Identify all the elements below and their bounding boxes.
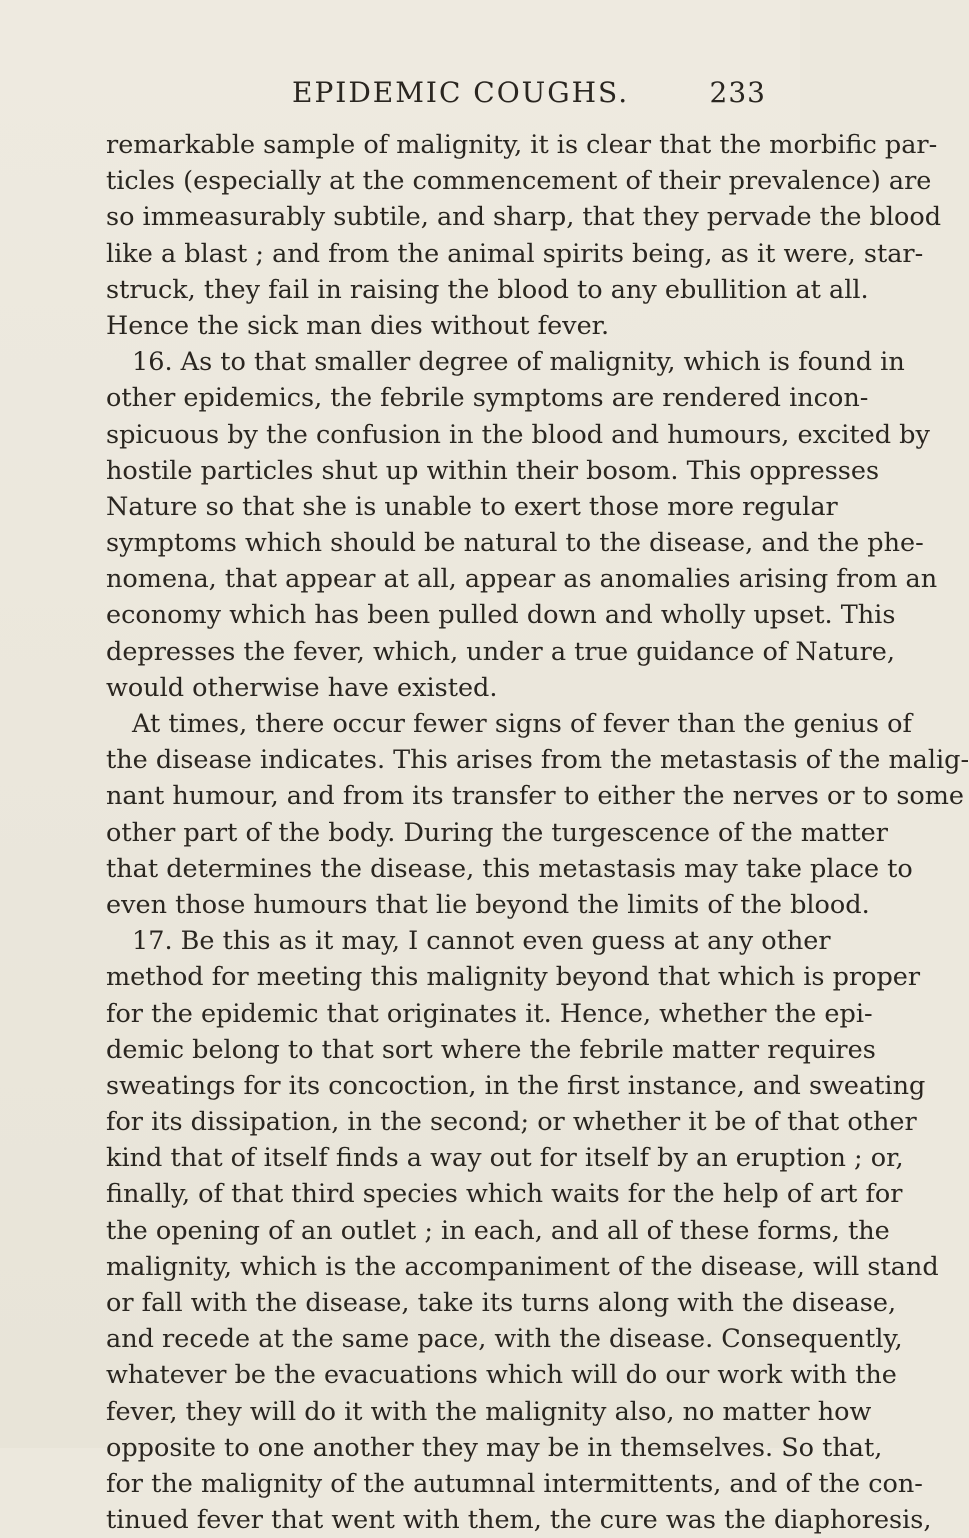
text-line: whatever be the evacuations which will do our work with the: [106, 1360, 897, 1391]
text-line: Hence the sick man dies without fever.: [106, 310, 610, 341]
text-line: other part of the body. During the turgescence of the matter: [106, 817, 888, 848]
text-line: symptoms which should be natural to the disease, and the phe-: [106, 528, 924, 559]
text-line: so immeasurably subtile, and sharp, that they pervade the blood: [106, 202, 942, 233]
text-line: fever, they will do it with the malignity also, no matter how: [106, 1396, 872, 1427]
text-line: sweatings for its concoction, in the first instance, and sweating: [106, 1070, 926, 1101]
text-line: opposite to one another they may be in themselves. So that,: [106, 1432, 883, 1463]
text-line: malignity, which is the accompaniment of the disease, will stand: [106, 1251, 939, 1282]
text-line: even those humours that lie beyond the limits of the blood.: [106, 889, 870, 920]
page-header: [106, 76, 766, 116]
text-line: for the epidemic that originates it. Hence, whether the epi-: [106, 998, 873, 1029]
text-line: that determines the disease, this metastasis may take place to: [106, 853, 913, 884]
text-line: 16. As to that smaller degree of malignity, which is found in: [132, 347, 905, 378]
text-line: Nature so that she is unable to exert those more regular: [106, 491, 838, 522]
running-head: EPIDEMIC COUGHS.: [292, 76, 630, 109]
text-line: tinued fever that went with them, the cure was the diaphoresis,: [106, 1505, 932, 1536]
text-line: would otherwise have existed.: [106, 672, 498, 703]
page-number: 233: [709, 76, 766, 109]
text-line: the disease indicates. This arises from the metastasis of the malig-: [106, 745, 969, 776]
text-line: method for meeting this malignity beyond that which is proper: [106, 962, 921, 993]
text-line: struck, they fail in raising the blood to any ebullition at all.: [106, 274, 869, 305]
text-line: demic belong to that sort where the febrile matter requires: [106, 1034, 876, 1065]
text-line: depresses the fever, which, under a true guidance of Nature,: [106, 636, 896, 667]
text-line: for the malignity of the autumnal intermittents, and of the con-: [106, 1468, 923, 1499]
text-line: economy which has been pulled down and wholly upset. This: [106, 600, 896, 631]
text-line: kind that of itself finds a way out for itself by an eruption ; or,: [106, 1143, 904, 1174]
text-line: nomena, that appear at all, appear as anomalies arising from an: [106, 564, 938, 595]
text-line: remarkable sample of malignity, it is clear that the morbific par-: [106, 130, 938, 160]
text-line: nant humour, and from its transfer to either the nerves or to some: [106, 781, 965, 812]
text-line: the opening of an outlet ; in each, and all of these forms, the: [106, 1215, 890, 1246]
text-line: or fall with the disease, take its turns along with the disease,: [106, 1288, 897, 1318]
text-line: other epidemics, the febrile symptoms are rendered incon-: [106, 383, 869, 414]
text-line: hostile particles shut up within their bosom. This oppresses: [106, 455, 880, 486]
text-line: spicuous by the confusion in the blood and humours, excited by: [106, 419, 930, 450]
text-line: and recede at the same pace, with the disease. Consequently,: [106, 1324, 903, 1355]
text-line: like a blast ; and from the animal spirits being, as it were, star-: [106, 238, 924, 269]
text-line: 17. Be this as it may, I cannot even guess at any other: [132, 926, 831, 957]
text-line: At times, there occur fewer signs of fever than the genius of: [132, 709, 912, 739]
text-line: for its dissipation, in the second; or whether it be of that other: [106, 1107, 917, 1138]
body-text: [106, 127, 969, 1538]
text-line: ticles (especially at the commencement of their prevalence) are: [106, 166, 932, 197]
text-line: finally, of that third species which waits for the help of art for: [106, 1179, 903, 1210]
